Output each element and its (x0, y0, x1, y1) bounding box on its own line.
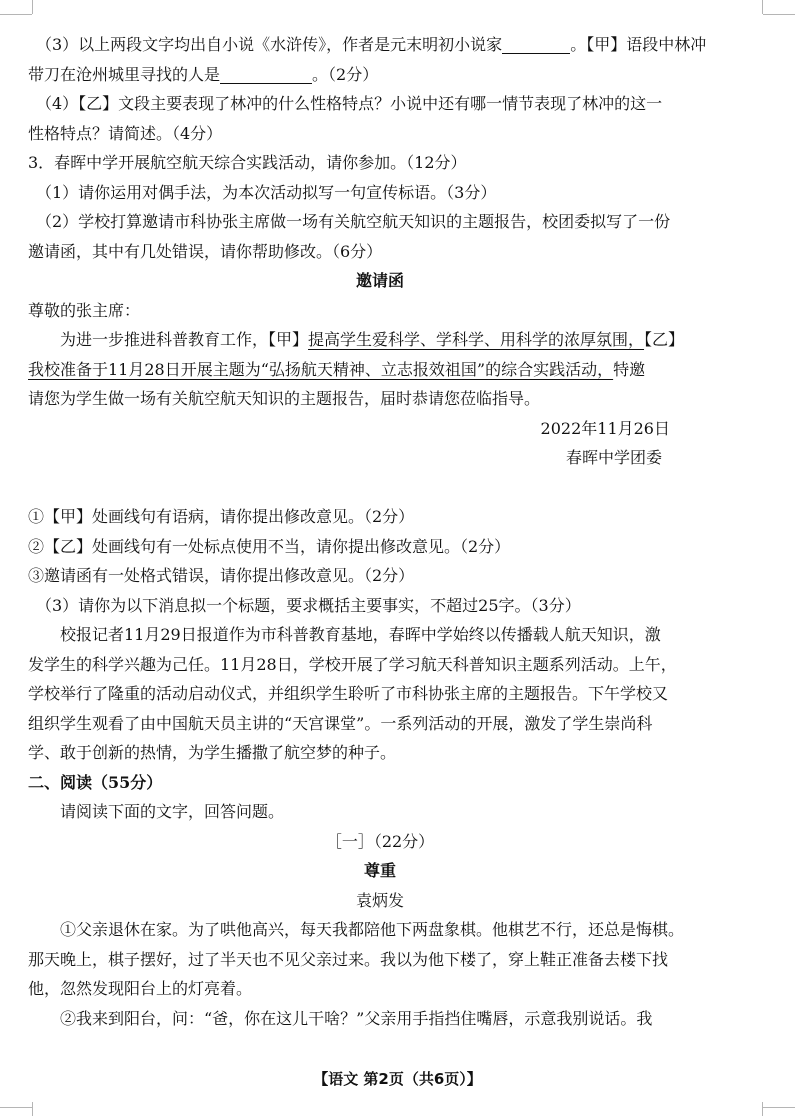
question-3-score: 。（2分） (312, 64, 379, 84)
crop-mark-bottom-left (18, 1102, 33, 1116)
letter-body-line-1 (28, 325, 732, 355)
news-line-5: 学、敢于创新的热情，为学生播撒了航空梦的种子。 (28, 743, 397, 762)
question-3-text: （3）以上两段文字均出自小说《水浒传》，作者是元末明初小说家 (36, 35, 503, 54)
question-4-line-2: 性格特点？请简述。（4分） (28, 123, 223, 143)
passage-line-1: ①父亲退休在家。为了哄他高兴，每天我都陪他下两盘象棋。他棋艺不行，还总是悔棋。 (60, 920, 685, 939)
news-line-2: 发学生的科学兴趣为己任。11月28日，学校开展了学习航天科普知识主题系列活动。上午， (28, 654, 677, 674)
news-line-1: 校报记者11月29日报道作为市科普教育基地，春晖中学始终以传播载人航天知识，激 (60, 625, 661, 644)
sub-question-3: ③邀请函有一处格式错误，请你提出修改意见。（2分） (28, 566, 415, 585)
crop-mark-top-right-h (763, 14, 795, 15)
mark-yi: 【乙】 (644, 330, 685, 349)
crop-mark-bottom-right (762, 1102, 777, 1116)
passage-section-label: ［一］（22分） (325, 831, 435, 851)
section-3-title: 3．春晖中学开展航空航天综合实践活动，请你参加。（12分） (28, 153, 467, 172)
spacer (28, 473, 732, 503)
letter-salutation: 尊敬的张主席： (28, 300, 141, 320)
section-3-question-2-line-2: 邀请函，其中有几处错误，请你帮助修改。（6分） (28, 241, 383, 261)
crop-mark-top-left (18, 0, 33, 14)
question-3-line-2 (28, 60, 732, 90)
underlined-sentence-yi: 我校准备于11月28日开展主题为“弘扬航天精神、立志报效祖国”的综合实践活动， (28, 359, 614, 379)
section-3-question-3: （3）请你为以下消息拟一个标题，要求概括主要事实，不超过25字。（3分） (36, 595, 581, 615)
underlined-sentence-jia: 提高学生爱科学、学科学、用科学的浓厚氛围， (308, 330, 645, 349)
sub-question-1: ①【甲】处画线句有语病，请你提出修改意见。（2分） (28, 507, 415, 526)
exam-page (28, 30, 732, 1033)
letter-body-text: 为进一步推进科普教育工作， (60, 330, 269, 349)
part-2-heading: 二、阅读（55分） (28, 772, 163, 792)
letter-body-line-2 (28, 355, 732, 385)
passage-line-3: 他，忽然发现阳台上的灯亮着。 (28, 979, 253, 998)
passage-line-4: ②我来到阳台，问：“爸，你在这儿干啥？”父亲用手指挡住嘴唇，示意我别说话。我 (60, 1008, 653, 1028)
passage-author: 袁炳发 (355, 890, 404, 910)
question-3-text-cont: 。【甲】语段中林冲 (570, 35, 707, 54)
crop-mark-bottom-right-h (763, 1107, 795, 1108)
question-4-line-1: （4）【乙】文段主要表现了林冲的什么性格特点？小说中还有哪一情节表现了林冲的这一 (36, 94, 663, 113)
crop-mark-bottom-left-h (0, 1107, 32, 1108)
answer-blank-person[interactable] (220, 63, 312, 84)
crop-mark-top-right (762, 0, 777, 14)
mark-jia: 【甲】 (268, 330, 309, 349)
passage-title: 尊重 (363, 861, 396, 880)
answer-blank-author[interactable] (502, 33, 570, 54)
letter-body-text-cont: 特邀 (613, 359, 646, 379)
letter-title: 邀请函 (355, 271, 404, 290)
question-3-text-2: 带刀在沧州城里寻找的人是 (28, 64, 221, 84)
section-3-question-1: （1）请你运用对偶手法，为本次活动拟写一句宣传标语。（3分） (36, 182, 497, 202)
news-line-4: 组织学生观看了由中国航天员主讲的“天宫课堂”。一系列活动的开展，激发了学生崇尚科 (28, 713, 653, 733)
part-2-instruction: 请阅读下面的文字，回答问题。 (60, 802, 285, 821)
sub-question-2: ②【乙】处画线句有一处标点使用不当，请你提出修改意见。（2分） (28, 536, 511, 556)
news-line-3: 学校举行了隆重的活动启动仪式，并组织学生聆听了市科协张主席的主题报告。下午学校又 (28, 684, 669, 703)
letter-body-line-3: 请您为学生做一场有关航空航天知识的主题报告，届时恭请您莅临指导。 (28, 389, 541, 408)
crop-mark-top-left-h (0, 14, 32, 15)
page-footer: 【语文 第2页（共6页）】 (313, 1070, 482, 1088)
letter-signer: 春晖中学团委 (565, 448, 662, 467)
section-3-question-2-line-1: （2）学校打算邀请市科协张主席做一场有关航空航天知识的主题报告，校团委拟写了一份 (36, 212, 671, 231)
letter-date: 2022年11月26日 (540, 418, 670, 438)
question-3-line-1 (28, 30, 732, 60)
passage-line-2: 那天晚上，棋子摆好，过了半天也不见父亲过来。我以为他下楼了，穿上鞋正准备去楼下找 (28, 949, 669, 969)
